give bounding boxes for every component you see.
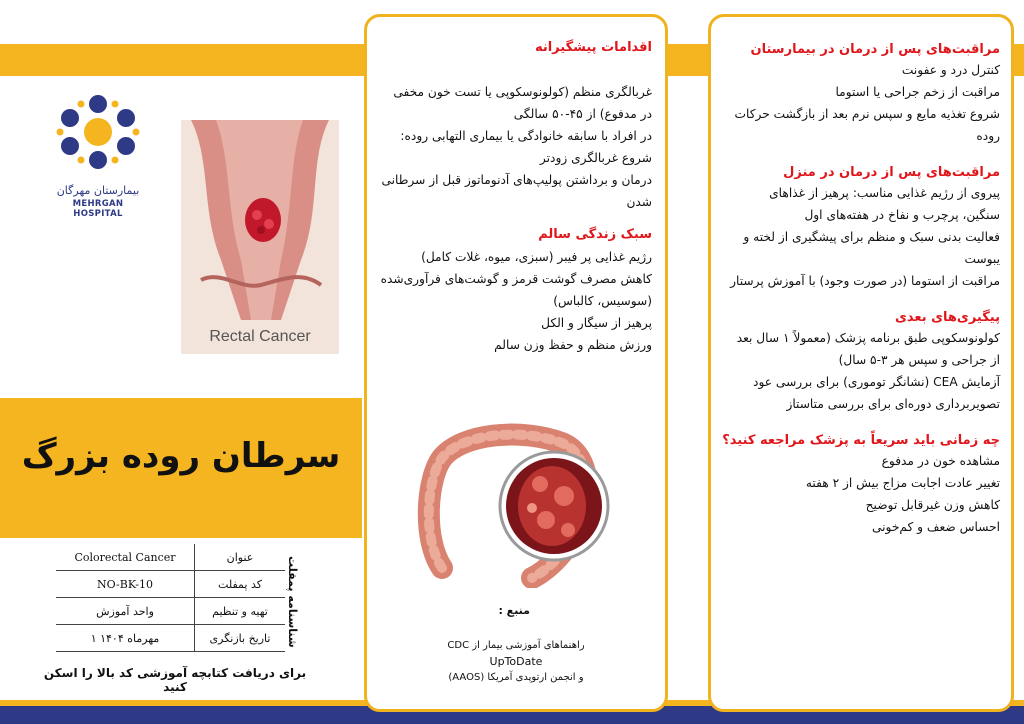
- list-item: مراقبت از استوما (در صورت وجود) با آموزش پرستار: [730, 274, 1000, 288]
- id-value: ۱ مهرماه ۱۴۰۴: [56, 625, 195, 652]
- list-item: کنترل درد و عفونت: [901, 63, 1000, 77]
- list-item: غربالگری منظم (کولونوسکوپی یا تست خون مخفی: [393, 85, 652, 99]
- list-item: شروع غربالگری زودتر: [539, 151, 652, 165]
- section-title: چه زمانی باید سریعاً به پزشک مراجعه کنید؟: [722, 433, 1000, 448]
- table-row: [56, 625, 285, 652]
- rectum-anatomy-icon: [181, 120, 339, 320]
- list-item: در افراد با سابقه خانوادگی یا بیماری التهابی روده:: [400, 129, 652, 143]
- section-title: مراقبت‌های پس از درمان در منزل: [783, 165, 1000, 180]
- section-when-to-see-doctor: [722, 433, 1000, 538]
- list-item: مشاهده خون در مدفوع: [881, 454, 1000, 468]
- source-item: UpToDate: [489, 655, 543, 668]
- list-item: تصویربرداری دوره‌ای برای بررسی متاستاز: [786, 397, 1000, 411]
- table-row: [56, 598, 285, 625]
- hospital-name-fa: بیمارستان مهرگان: [56, 184, 140, 197]
- list-item: سنگین، پرچرب و نفاخ در هفته‌های اول: [804, 208, 1000, 222]
- list-item: از جراحی و سپس هر ۳-۵ سال): [838, 353, 1000, 367]
- hospital-logo: [48, 90, 148, 220]
- list-item: (سوسیس، کالباس): [553, 294, 652, 308]
- id-value: واحد آموزش: [56, 598, 195, 625]
- id-value: NO-BK-10: [56, 571, 195, 598]
- section-follow-up: [722, 310, 1000, 415]
- lifestyle-title: سبک زندگی سالم: [538, 227, 652, 242]
- source-item: راهنماهای آموزشی بیمار از CDC: [447, 640, 585, 651]
- id-key: عنوان: [195, 544, 286, 571]
- section-home-care: [722, 165, 1000, 292]
- list-item: پیروی از رژیم غذایی مناسب: پرهیز از غذاهای: [769, 186, 1000, 200]
- care-sections: [722, 42, 1000, 538]
- prevention-section: [380, 40, 652, 356]
- colon-illustration: [412, 418, 622, 588]
- sources: [380, 638, 652, 686]
- section-title: پیگیری‌های بعدی: [894, 310, 1000, 325]
- id-side-label: شناسنامه پمفلت: [286, 556, 299, 648]
- section-title: مراقبت‌های پس از درمان در بیمارستان: [750, 42, 1000, 57]
- list-item: کاهش مصرف گوشت قرمز و گوشت‌های فرآوری‌شده: [380, 272, 652, 286]
- list-item: مراقبت از زخم جراحی یا استوما: [835, 85, 1000, 99]
- id-key: تهیه و تنظیم: [195, 598, 286, 625]
- rectal-cancer-illustration: [181, 120, 339, 354]
- colon-anatomy-icon: [412, 418, 622, 588]
- list-item: کاهش وزن غیرقابل توضیح: [865, 498, 1000, 512]
- pamphlet-id-table: [56, 544, 285, 652]
- image-caption: Rectal Cancer: [209, 328, 311, 345]
- list-item: کولونوسکوپی طبق برنامه پزشک (معمولاً ۱ سال بعد: [736, 331, 1000, 345]
- list-item: یبوست: [964, 252, 1000, 266]
- id-value: Colorectal Cancer: [56, 544, 195, 571]
- list-item: روده: [976, 129, 1000, 143]
- list-item: در مدفوع) از ۴۵-۵۰ سالگی: [513, 107, 652, 121]
- list-item: شدن: [626, 195, 652, 209]
- list-item: شروع تغذیه مایع و سپس نرم بعد از بازگشت حرکات: [734, 107, 1000, 121]
- list-item: تغییر عادت اجابت مزاج بیش از ۲ هفته: [805, 476, 1000, 490]
- list-item: آزمایش CEA (نشانگر توموری) برای بررسی عود: [753, 375, 1000, 389]
- section-hospital-care: [722, 42, 1000, 147]
- list-item: احساس ضعف و کم‌خونی: [871, 520, 1000, 534]
- source-label: منبع :: [498, 604, 530, 617]
- scan-note: برای دریافت کتابچه آموزشی کد بالا را اسکن کنید: [43, 666, 307, 694]
- list-item: درمان و برداشتن پولیپ‌های آدنوماتوز قبل از سرطانی: [381, 173, 652, 187]
- list-item: پرهیز از سیگار و الکل: [541, 316, 652, 330]
- id-key: کد پمفلت: [195, 571, 286, 598]
- id-key: تاریخ بازنگری: [195, 625, 286, 652]
- page-title: سرطان روده بزرگ: [21, 436, 341, 476]
- list-item: فعالیت بدنی سبک و منظم برای پیشگیری از لخته و: [743, 230, 1000, 244]
- list-item: ورزش منظم و حفظ وزن سالم: [494, 338, 652, 352]
- table-row: [56, 544, 285, 571]
- hospital-name-en: MEHRGAN HOSPITAL: [72, 199, 124, 219]
- hospital-logo-icon: [48, 90, 148, 174]
- prevention-title: اقدامات پیشگیرانه: [534, 40, 652, 55]
- source-item: و انجمن ارتوپدی آمریکا (AAOS): [448, 672, 584, 683]
- list-item: رژیم غذایی پر فیبر (سبزی، میوه، غلات کامل): [421, 250, 652, 264]
- table-row: [56, 571, 285, 598]
